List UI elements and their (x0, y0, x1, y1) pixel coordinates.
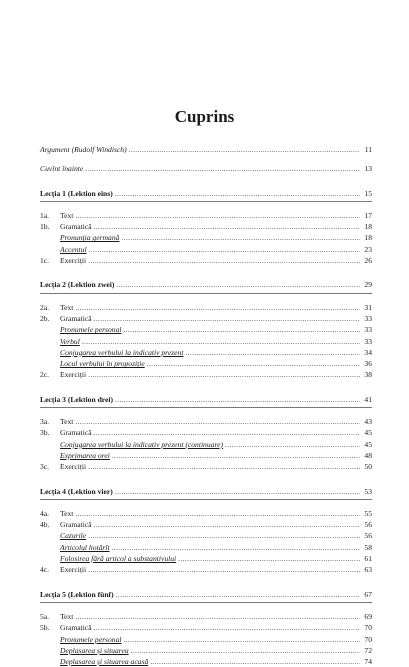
toc-entry[interactable] (40, 255, 372, 266)
toc-chapter-5[interactable] (40, 589, 372, 600)
entry-page: 33 (364, 336, 372, 346)
entry-label: Exerciții (60, 370, 87, 380)
entry-label: Accentul (60, 244, 87, 254)
entry-page: 63 (364, 565, 372, 575)
entry-page: 43 (364, 417, 372, 427)
toc-entry-label: Argument (Rudolf Windisch) (40, 145, 127, 154)
leader-dots (129, 144, 360, 155)
leader-dots (131, 645, 360, 656)
entry-label: Articolul hotărît (60, 542, 110, 552)
entry-page: 45 (364, 428, 372, 438)
chapter-divider (40, 499, 372, 500)
leader-dots (115, 394, 360, 405)
toc-entry[interactable] (40, 622, 372, 633)
chapter-divider (40, 293, 372, 294)
spacer (40, 155, 372, 163)
leader-dots (185, 347, 360, 358)
entry-label: Text (60, 508, 74, 518)
toc-entry[interactable] (40, 221, 372, 232)
leader-dots (75, 210, 360, 221)
entry-label: Locul verbului în propoziție (60, 359, 145, 369)
entry-number: 2a. (40, 302, 50, 312)
entry-label: Gramatică (60, 623, 92, 633)
leader-dots (121, 232, 360, 243)
entry-label: Deplasarea și situarea acasă (60, 657, 149, 667)
leader-dots (116, 279, 360, 290)
entry-number: 1c. (40, 256, 50, 266)
page-title: Cuprins (174, 107, 235, 126)
spacer (40, 175, 372, 188)
entry-number: 1b. (40, 222, 50, 232)
entry-page: 36 (364, 359, 372, 369)
entry-page: 23 (364, 244, 372, 254)
leader-dots (124, 324, 360, 335)
toc-entry[interactable] (40, 611, 372, 622)
toc-entry-page: 13 (364, 164, 372, 174)
toc-entry[interactable] (40, 302, 372, 313)
entry-page: 26 (364, 256, 372, 266)
spacer (40, 266, 372, 279)
entry-label: Exprimarea orei (60, 450, 110, 460)
toc-subentry[interactable] (40, 645, 372, 656)
spacer (40, 381, 372, 394)
chapter-title: Lecția 5 (Lektion fünf) (40, 589, 114, 599)
entry-label: Exerciții (60, 256, 87, 266)
entry-number: 2b. (40, 313, 50, 323)
leader-dots (75, 508, 360, 519)
entry-page: 33 (364, 313, 372, 323)
toc-entry[interactable] (40, 313, 372, 324)
entry-number: 4c. (40, 565, 50, 575)
leader-dots (94, 221, 360, 232)
entry-page: 48 (364, 450, 372, 460)
toc-entry[interactable] (40, 416, 372, 427)
chapter-divider (40, 201, 372, 202)
leader-dots (112, 542, 360, 553)
entry-label: Folosirea fără articol a substantivului (60, 554, 177, 564)
chapter-title: Lecția 2 (Lektion zwei) (40, 280, 115, 290)
chapter-list (40, 188, 372, 667)
leader-dots (82, 336, 360, 347)
entry-page: 18 (364, 233, 372, 243)
leader-dots (94, 519, 360, 530)
leader-dots (88, 564, 360, 575)
toc-subentry[interactable] (40, 358, 372, 369)
toc-subentry[interactable] (40, 542, 372, 553)
toc-entry[interactable] (40, 369, 372, 380)
entry-page: 70 (364, 634, 372, 644)
toc-subentry[interactable] (40, 347, 372, 358)
toc-entry[interactable] (40, 508, 372, 519)
entry-label: Pronumele personal (60, 634, 122, 644)
toc-entry[interactable] (40, 519, 372, 530)
chapter-title: Lecția 4 (Lektion vier) (40, 486, 113, 496)
leader-dots (75, 611, 360, 622)
entry-label: Conjugarea verbului la indicativ prezent (continuare) (60, 439, 224, 449)
table-of-contents (40, 144, 372, 667)
entry-page: 17 (364, 210, 372, 220)
leader-dots (178, 553, 360, 564)
entry-label: Gramatică (60, 313, 92, 323)
toc-entry[interactable] (40, 461, 372, 472)
entry-label: Pronunția germană (60, 233, 120, 243)
entry-number: 1a. (40, 210, 50, 220)
entry-label: Pronumele personal (60, 325, 122, 335)
leader-dots (225, 439, 360, 450)
entry-label: Gramatică (60, 222, 92, 232)
entry-number: 4b. (40, 520, 50, 530)
entry-label: Exerciții (60, 565, 87, 575)
toc-chapter-4[interactable] (40, 486, 372, 497)
toc-subentry[interactable] (40, 336, 372, 347)
entry-number: 3c. (40, 462, 50, 472)
entry-page: 33 (364, 325, 372, 335)
leader-dots (88, 461, 360, 472)
chapter-divider (40, 407, 372, 408)
entry-page: 56 (364, 520, 372, 530)
leader-dots (115, 486, 360, 497)
entry-label: Text (60, 417, 74, 427)
chapter-page: 29 (364, 280, 372, 290)
entry-label: Text (60, 210, 74, 220)
leader-dots (88, 530, 360, 541)
entry-number: 4a. (40, 508, 50, 518)
chapter-page: 15 (364, 188, 372, 198)
entry-page: 70 (364, 623, 372, 633)
toc-subentry[interactable] (40, 450, 372, 461)
leader-dots (112, 450, 360, 461)
toc-subentry[interactable] (40, 439, 372, 450)
chapter-page: 41 (364, 394, 372, 404)
toc-entry-argument[interactable] (40, 144, 372, 155)
leader-dots (85, 163, 360, 174)
toc-entry[interactable] (40, 564, 372, 575)
entry-number: 3b. (40, 428, 50, 438)
entry-number: 5b. (40, 623, 50, 633)
entry-page: 58 (364, 542, 372, 552)
toc-subentry[interactable] (40, 244, 372, 255)
entry-page: 45 (364, 439, 372, 449)
entry-page: 72 (364, 645, 372, 655)
toc-entry-foreword[interactable] (40, 163, 372, 174)
toc-subentry[interactable] (40, 324, 372, 335)
toc-subentry[interactable] (40, 656, 372, 667)
toc-chapter-3[interactable] (40, 394, 372, 405)
toc-chapter-2[interactable] (40, 279, 372, 290)
leader-dots (147, 358, 360, 369)
entry-label: Text (60, 611, 74, 621)
spacer (40, 473, 372, 486)
toc-entry-label: Cuvînt înainte (40, 164, 84, 174)
chapter-page: 53 (364, 486, 372, 496)
entry-number: 3a. (40, 417, 50, 427)
leader-dots (88, 369, 360, 380)
chapter-title: Lecția 1 (Lektion eins) (40, 188, 113, 198)
chapter-title: Lecția 3 (Lektion drei) (40, 394, 114, 404)
entry-page: 69 (364, 611, 372, 621)
entry-label: Gramatică (60, 428, 92, 438)
entry-page: 31 (364, 302, 372, 312)
toc-subentry[interactable] (40, 634, 372, 645)
leader-dots (94, 313, 360, 324)
entry-label: Deplasarea și situarea (60, 645, 129, 655)
leader-dots (94, 427, 360, 438)
entry-page: 56 (364, 531, 372, 541)
toc-entry[interactable] (40, 427, 372, 438)
entry-number: 5a. (40, 611, 50, 621)
toc-subentry[interactable] (40, 553, 372, 564)
leader-dots (94, 622, 360, 633)
entry-label: Exerciții (60, 462, 87, 472)
toc-subentry[interactable] (40, 232, 372, 243)
chapter-divider (40, 602, 372, 603)
toc-entry-page: 11 (364, 145, 372, 154)
toc-subentry[interactable] (40, 530, 372, 541)
leader-dots (150, 656, 360, 667)
leader-dots (88, 255, 360, 266)
toc-entry[interactable] (40, 210, 372, 221)
leader-dots (124, 634, 360, 645)
entry-label: Conjugarea verbului la indicativ prezent (60, 347, 184, 357)
entry-page: 38 (364, 370, 372, 380)
entry-number: 2c. (40, 370, 50, 380)
entry-page: 55 (364, 508, 372, 518)
entry-label: Cazurile (60, 531, 87, 541)
spacer (40, 576, 372, 589)
leader-dots (89, 244, 360, 255)
entry-page: 74 (364, 657, 372, 667)
entry-page: 18 (364, 222, 372, 232)
leader-dots (75, 302, 360, 313)
chapter-page: 67 (364, 589, 372, 599)
entry-label: Gramatică (60, 520, 92, 530)
entry-label: Verbul (60, 336, 80, 346)
entry-page: 61 (364, 554, 372, 564)
entry-page: 34 (364, 347, 372, 357)
entry-label: Text (60, 302, 74, 312)
entry-page: 50 (364, 462, 372, 472)
leader-dots (75, 416, 360, 427)
toc-chapter-1[interactable] (40, 188, 372, 199)
leader-dots (115, 188, 360, 199)
leader-dots (116, 589, 360, 600)
